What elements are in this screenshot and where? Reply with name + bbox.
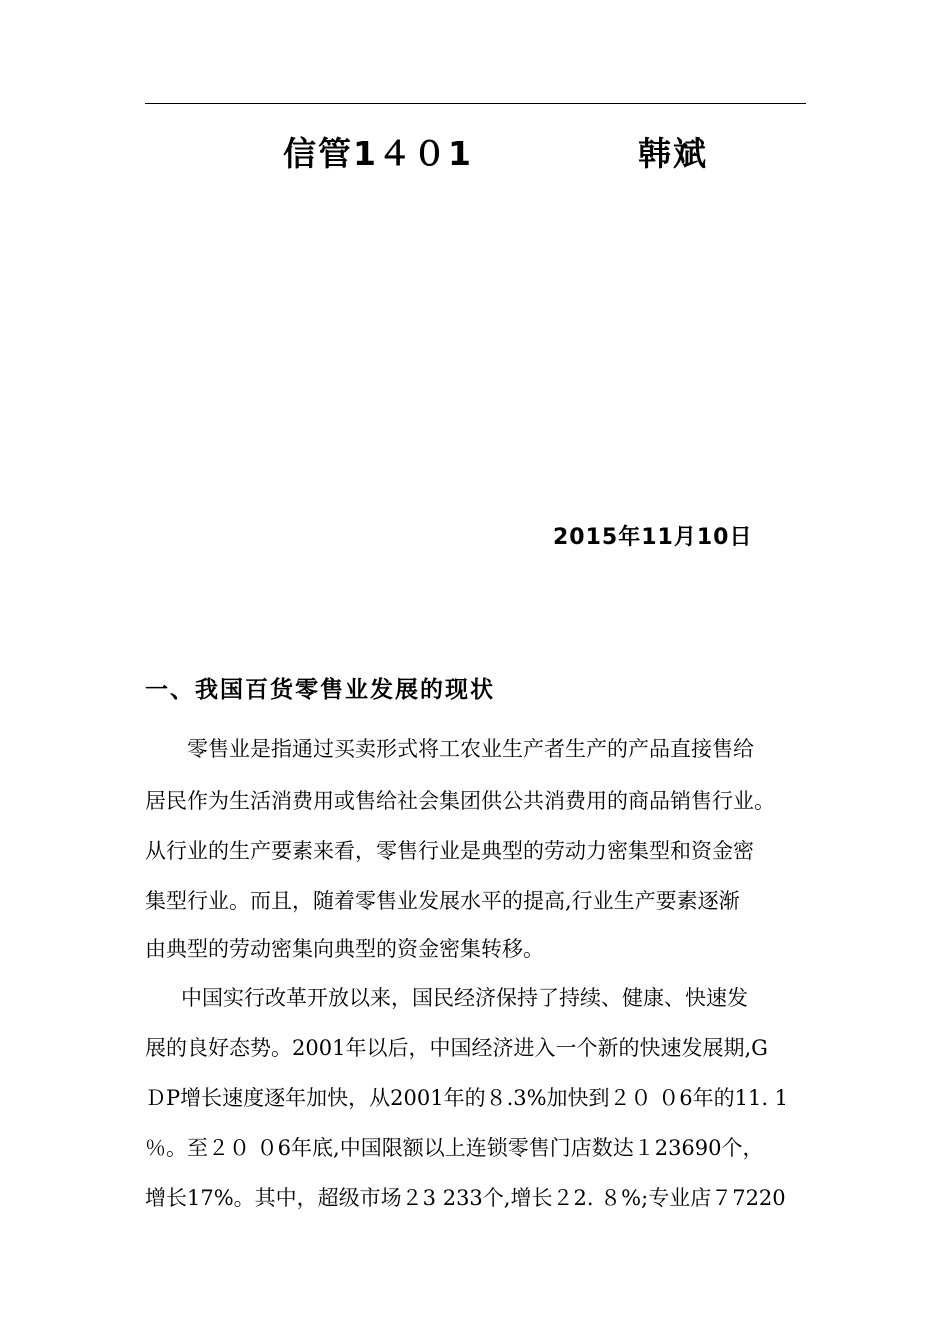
text-line: 零售业是指通过买卖形式将工农业生产者生产的产品直接售给	[187, 737, 754, 761]
text-line: 居民作为生活消费用或售给社会集团供公共消费用的商品销售行业。	[145, 789, 775, 813]
class-name: 信管1４０1	[283, 134, 473, 173]
cover-title	[0, 128, 950, 178]
text-line: 增长17%。其中，超级市场２3 233个,增长２2. ８%;专业店７7220	[145, 1186, 786, 1210]
header-rule	[145, 103, 806, 104]
text-line: 由典型的劳动密集向典型的资金密集转移。	[145, 937, 544, 961]
section-heading: 一、我国百货零售业发展的现状	[145, 677, 495, 703]
text-line: 中国实行改革开放以来，国民经济保持了持续、健康、快速发	[181, 986, 748, 1010]
text-line: ％。至２０ ０6年底,中国限额以上连锁零售门店数达１23690个，	[145, 1136, 764, 1160]
text-line: 展的良好态势。2001年以后，中国经济进入一个新的快速发展期,G	[145, 1036, 768, 1060]
text-line: 从行业的生产要素来看，零售行业是典型的劳动力密集型和资金密	[145, 839, 754, 863]
author-name: 韩斌	[638, 134, 708, 173]
cover-date: 2015年11月10日	[553, 525, 753, 550]
text-line: 集型行业。而且，随着零售业发展水平的提高,行业生产要素逐渐	[145, 889, 740, 913]
text-line: ＤP增长速度逐年加快，从2001年的８.3%加快到２０ ０6年的11. 1	[145, 1086, 789, 1110]
